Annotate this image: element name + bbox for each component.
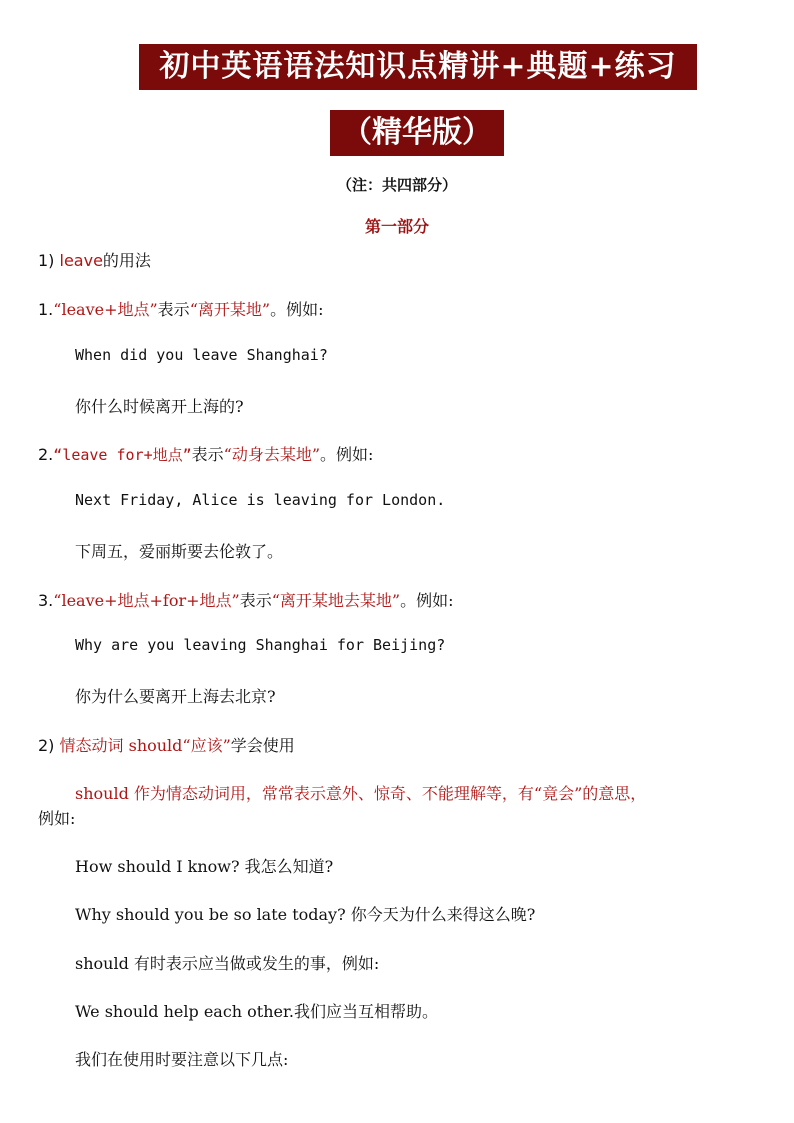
should-usage-note: should 有时表示应当做或发生的事，例如:: [75, 954, 380, 973]
should-attention-note: 我们在使用时要注意以下几点:: [75, 1050, 289, 1069]
parts-note: （注：共四部分）: [336, 176, 457, 194]
usage-phrase: “leave for+地点”: [53, 446, 192, 464]
usage-phrase: “leave+地点+for+地点”: [53, 591, 240, 610]
section-2-heading: [38, 733, 295, 756]
usage-meaning: “离开某地去某地”: [271, 591, 401, 610]
usage-item-2: [38, 442, 373, 465]
document-subtitle: （精华版）: [330, 110, 504, 156]
usage-tail: 。例如:: [400, 591, 454, 610]
usage-item-3: [38, 588, 453, 611]
section-title-rest: 的用法: [102, 251, 151, 270]
example-english: Why are you leaving Shanghai for Beijing?: [75, 636, 446, 654]
section-number: 2): [38, 736, 55, 755]
should-explanation-cont: 例如:: [38, 809, 76, 828]
example-english: Next Friday, Alice is leaving for London.: [75, 491, 446, 509]
usage-connector: 表示: [191, 445, 224, 464]
usage-item-1: [38, 297, 323, 320]
section-number: 1): [38, 251, 55, 270]
example-chinese: 下周五，爱丽斯要去伦敦了。: [75, 542, 284, 561]
item-number: 2.: [38, 445, 54, 464]
usage-meaning: “动身去某地”: [223, 445, 321, 464]
should-explanation: should 作为情态动词用，常常表示意外、惊奇、不能理解等，有“竟会”的意思，: [75, 784, 647, 803]
section-keyword: 情态动词 should“应该”: [59, 736, 231, 755]
should-example-3: We should help each other.我们应当互相帮助。: [75, 1002, 438, 1021]
usage-phrase: “leave+地点”: [53, 300, 158, 319]
document-title: 初中英语语法知识点精讲+典题+练习: [139, 44, 697, 90]
section-title-rest: 学会使用: [230, 736, 295, 755]
section-1-heading: [38, 248, 151, 271]
item-number: 1.: [38, 300, 54, 319]
usage-tail: 。例如:: [270, 300, 324, 319]
usage-meaning: “离开某地”: [189, 300, 271, 319]
should-example-1: How should I know? 我怎么知道?: [75, 857, 334, 876]
example-english: When did you leave Shanghai?: [75, 346, 328, 364]
should-example-2: Why should you be so late today? 你今天为什么来得这么晚?: [75, 905, 536, 924]
section-keyword: leave: [59, 251, 103, 270]
usage-tail: 。例如:: [320, 445, 374, 464]
example-chinese: 你什么时候离开上海的?: [75, 397, 244, 416]
usage-connector: 表示: [157, 300, 190, 319]
usage-connector: 表示: [239, 591, 272, 610]
item-number: 3.: [38, 591, 54, 610]
part-heading: 第一部分: [364, 217, 429, 236]
example-chinese: 你为什么要离开上海去北京?: [75, 687, 276, 706]
